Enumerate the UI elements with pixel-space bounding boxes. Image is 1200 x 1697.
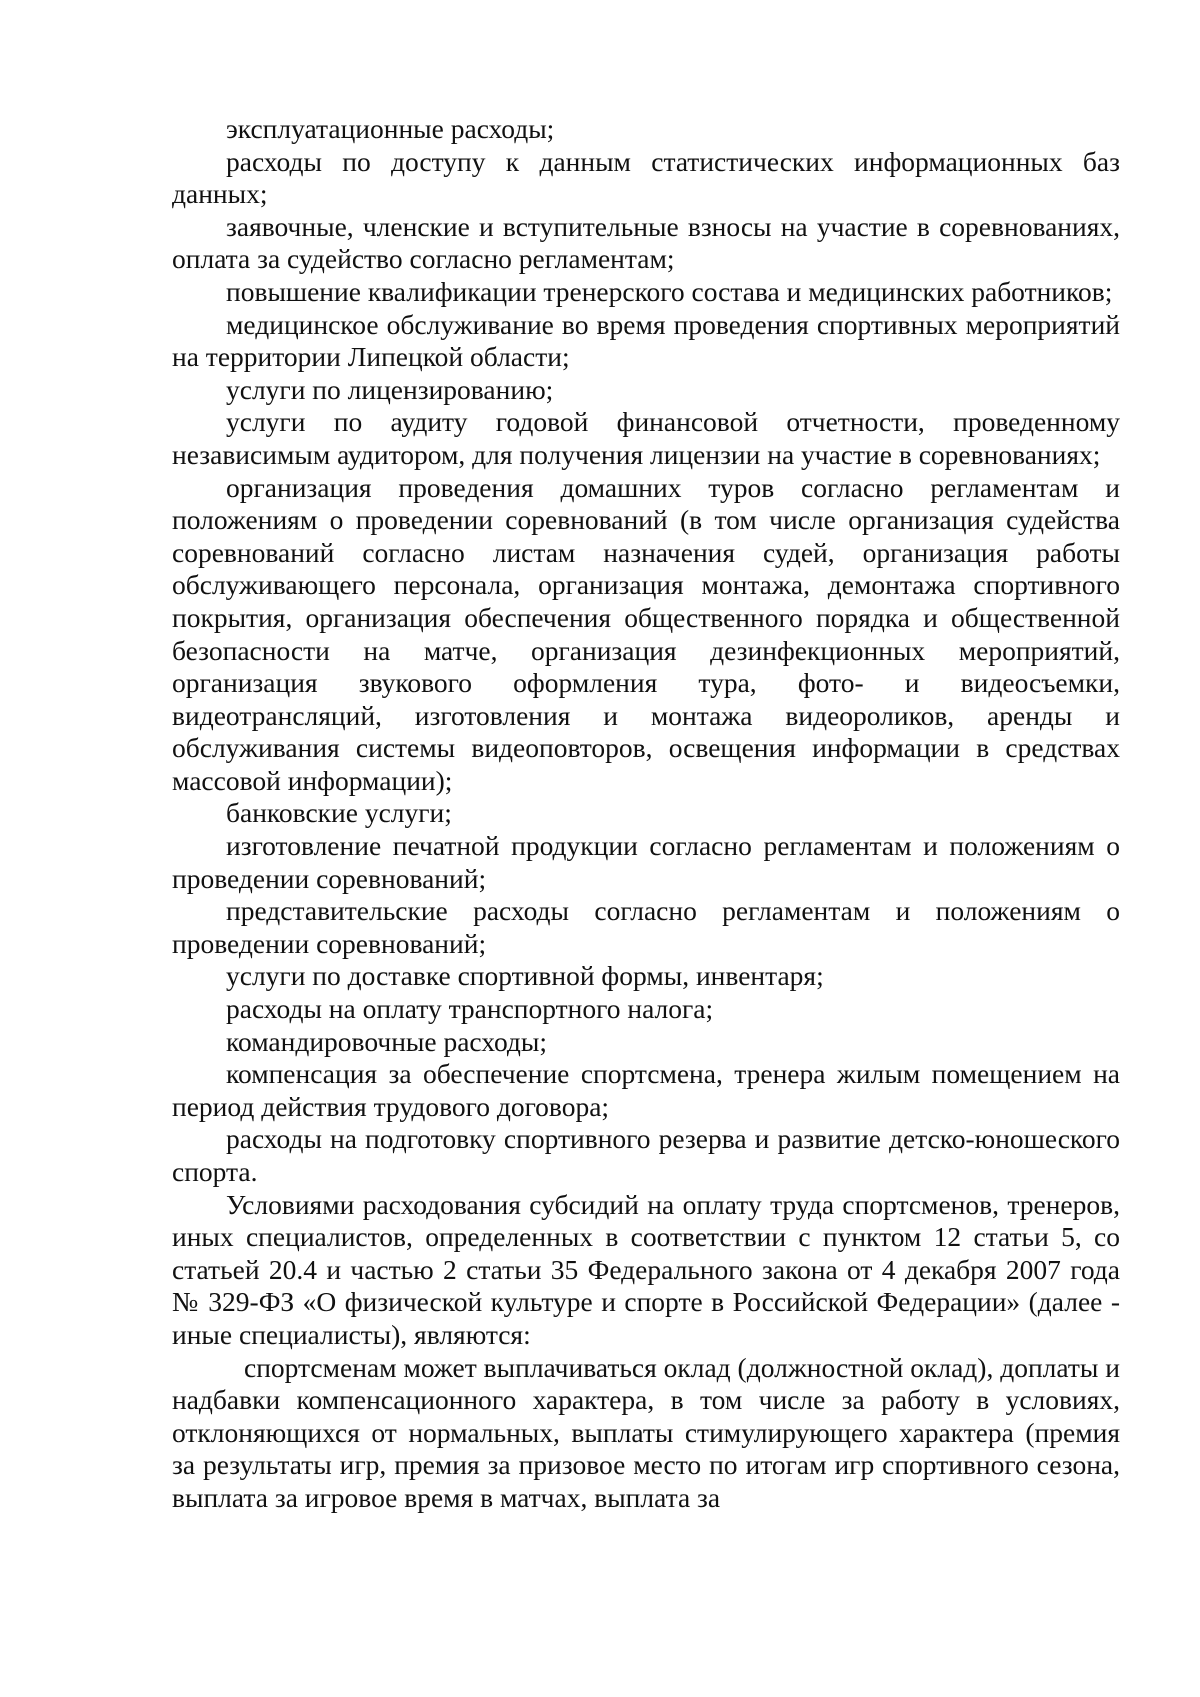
paragraph-transport-tax: расходы на оплату транспортного налога; (226, 993, 714, 1025)
paragraph-audit-services: услуги по аудиту годовой финансовой отчетности, проведенному независимым аудитором, для получения лицензии на участие в соревнованиях; (172, 406, 1120, 470)
document-text-body (172, 113, 1120, 1515)
paragraph-banking-services: банковские услуги; (226, 797, 452, 829)
paragraph-statistical-databases: расходы по доступу к данным статистических информационных баз данных; (172, 145, 1120, 210)
paragraph-representation-expenses: представительские расходы согласно регламентам и положениям о проведении соревнований; (172, 895, 1120, 959)
paragraph-travel-expenses: командировочные расходы; (226, 1025, 548, 1057)
paragraph-staff-qualification: повышение квалификации тренерского состава и медицинских работников; (226, 275, 1113, 307)
paragraph-operating-expenses: эксплуатационные расходы; (226, 113, 555, 144)
paragraph-licensing-services: услуги по лицензированию; (226, 373, 554, 405)
paragraph-entry-fees: заявочные, членские и вступительные взносы на участие в соревнованиях, оплата за судейство согласно регламентам; (172, 210, 1120, 275)
paragraph-sports-reserve: расходы на подготовку спортивного резерва и развитие детско-юношеского спорта. (172, 1123, 1120, 1187)
paragraph-printed-products: изготовление печатной продукции согласно регламентам и положениям о проведении соревнований; (172, 830, 1120, 894)
paragraph-medical-service: медицинское обслуживание во время проведения спортивных мероприятий на территории Липецкой области; (172, 308, 1120, 373)
paragraph-home-games-organization: организация проведения домашних туров согласно регламентам и положениям о проведении соревнований (в том числе организация судейства соревнований согласно листам назначения судей, организация работы обслуживающего персонала, организация монтажа, демонтажа спортивного покрытия, организация обеспечения общественного порядка и общественной безопасности на матче, организация дезинфекционных мероприятий, организация звукового оформления тура, фото- и видеосъемки, видеотрансляций, изготовления и монтажа видеороликов, аренды и обслуживания системы видеоповторов, освещения информации в средствах массовой информации); (172, 471, 1120, 796)
paragraph-subsidy-conditions: Условиями расходования субсидий на оплату труда спортсменов, тренеров, иных специалистов, определенных в соответствии с пунктом 12 статьи 5, со статьей 20.4 и частью 2 статьи 35 Федерального закона от 4 декабря 2007 года № 329-ФЗ «О физической культуре и спорте в Российской Федерации» (далее - иные специалисты), являются: (172, 1188, 1120, 1350)
paragraph-delivery-services: услуги по доставке спортивной формы, инвентаря; (226, 960, 824, 992)
paragraph-housing-compensation: компенсация за обеспечение спортсмена, тренера жилым помещением на период действия трудового договора; (172, 1058, 1120, 1122)
paragraph-athlete-salary: спортсменам может выплачиваться оклад (должностной оклад), доплаты и надбавки компенсационного характера, в том числе за работу в условиях, отклоняющихся от нормальных, выплаты стимулирующего характера (премия за результаты игр, премия за призовое место по итогам игр спортивного сезона, выплата за игровое время в матчах, выплата за (172, 1351, 1120, 1513)
